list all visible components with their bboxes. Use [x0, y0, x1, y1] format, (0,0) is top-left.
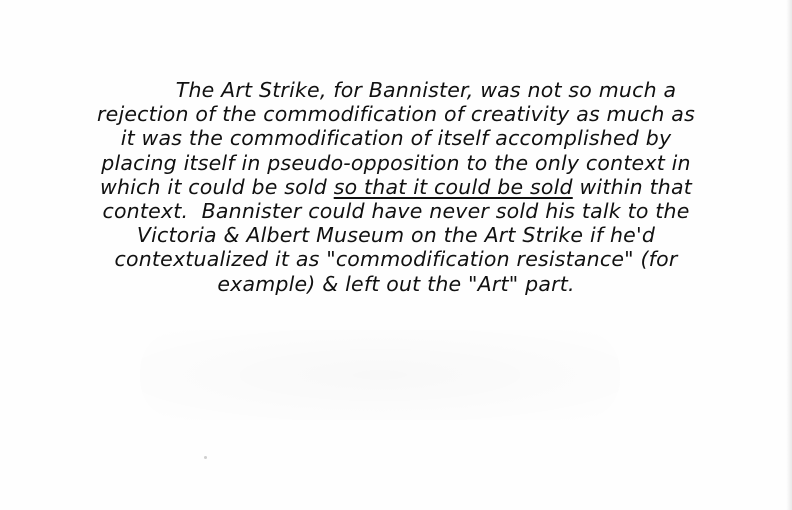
page-edge-shadow [786, 0, 792, 510]
paper-speck [204, 456, 207, 459]
paragraph-line-2: rejection of the commodification of creativity as much as [97, 102, 695, 127]
paragraph-line-6: context. Bannister could have never sold his talk to the [102, 199, 690, 224]
paragraph-line-5 [60, 175, 732, 199]
paragraph-line-4: placing itself in pseudo-opposition to the only context in [101, 150, 691, 175]
paragraph-line-7: Victoria & Albert Museum on the Art Strike if he'd [136, 223, 656, 248]
line-5-after: within that [572, 174, 692, 199]
body-paragraph [60, 78, 732, 296]
line-5-before: which it could be sold [99, 174, 334, 199]
faint-bleed-through [140, 330, 620, 420]
paragraph-line-1: The Art Strike, for Bannister, was not so much a [175, 78, 677, 102]
paragraph-line-9: example) & left out the "Art" part. [217, 271, 575, 296]
paragraph-line-8: contextualized it as "commodification resistance" (for [114, 247, 678, 272]
paragraph-line-3: it was the commodification of itself accomplished by [120, 126, 672, 151]
underlined-phrase: so that it could be sold [333, 174, 573, 199]
